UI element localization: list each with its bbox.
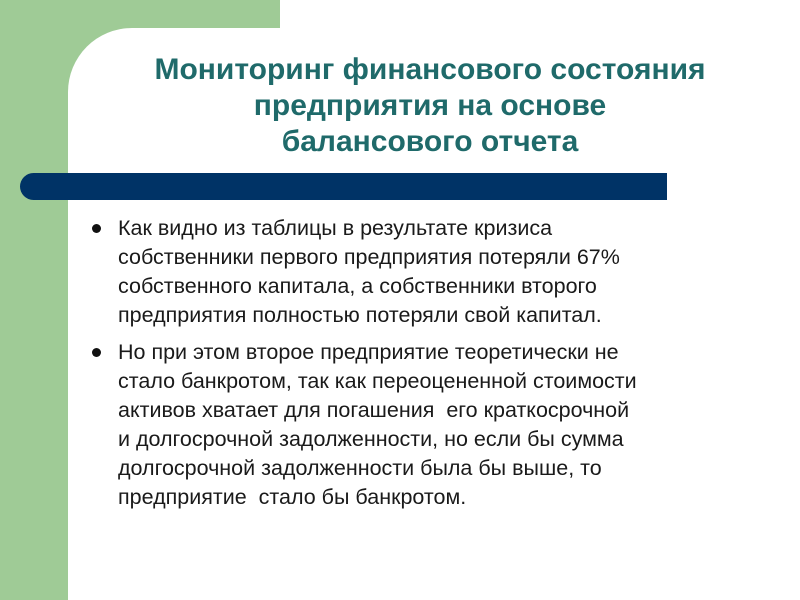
text-line: Как видно из таблицы в результате кризиса [118, 216, 553, 240]
bullet-list [88, 214, 778, 520]
text-line: стало банкротом, так как переоцененной стоимости [118, 369, 637, 393]
bullet-dot-icon [92, 224, 101, 233]
bullet-dot-icon [92, 348, 101, 357]
slide-title [80, 52, 780, 160]
text-line: активов хватает для погашения его краткосрочной [118, 398, 630, 422]
title-underline-bar [20, 173, 667, 200]
text-line: предприятия полностью потеряли свой капитал. [118, 303, 602, 327]
text-line: Но при этом второе предприятие теоретически не [118, 340, 619, 364]
text-line: долгосрочной задолженности была бы выше, то [118, 456, 602, 480]
text-line: собственники первого предприятия потеряли 67% [118, 245, 620, 269]
title-line: балансового отчета [281, 125, 579, 158]
bullet-text [118, 214, 778, 330]
bullet-text [118, 338, 778, 512]
text-line: собственного капитала, а собственники второго [118, 274, 597, 298]
bullet-item [88, 338, 778, 512]
title-line: Мониторинг финансового состояния [154, 53, 706, 86]
title-line: предприятия на основе [253, 89, 607, 122]
bullet-item [88, 214, 778, 330]
text-line: предприятие стало бы банкротом. [118, 485, 467, 509]
text-line: и долгосрочной задолженности, но если бы сумма [118, 427, 624, 451]
